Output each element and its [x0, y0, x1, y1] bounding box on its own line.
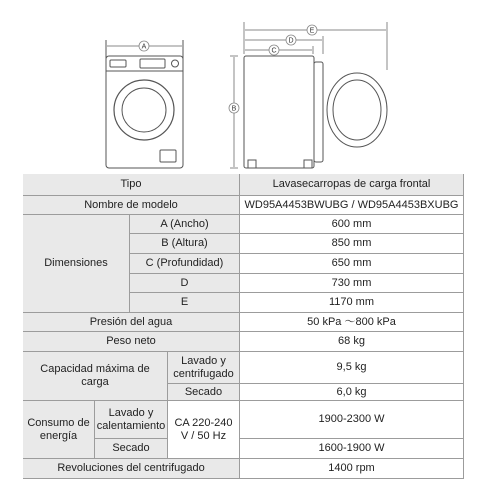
dimension-e-label: E [130, 293, 240, 313]
dimension-e-value: 1170 mm [240, 293, 464, 313]
model-label: Nombre de modelo [23, 196, 240, 215]
power-dry-value: 1600-1900 W [240, 439, 464, 459]
net-weight-value: 68 kg [240, 332, 464, 352]
dimension-c-label: C (Profundidad) [130, 254, 240, 274]
power-wash-value: 1900-2300 W [240, 401, 464, 439]
svg-text:B: B [231, 105, 237, 113]
model-value: WD95A4453BWUBG / WD95A4453BXUBG [240, 196, 464, 215]
spin-label: Revoluciones del centrifugado [23, 459, 240, 479]
capacity-wash-label: Lavado y centrifugado [168, 352, 240, 384]
dimension-c-value: 650 mm [240, 254, 464, 274]
spin-value: 1400 rpm [240, 459, 464, 479]
capacity-label: Capacidad máxima de carga [23, 352, 168, 401]
svg-text:C: C [271, 47, 277, 55]
header-type-value: Lavasecarropas de carga frontal [240, 174, 464, 196]
dimension-d-value: 730 mm [240, 274, 464, 293]
power-voltage: CA 220-240 V / 50 Hz [168, 401, 240, 459]
svg-text:E: E [309, 27, 315, 35]
water-pressure-value: 50 kPa ～800 kPa [240, 313, 464, 332]
svg-text:D: D [288, 37, 294, 45]
capacity-wash-value: 9,5 kg [240, 352, 464, 384]
capacity-dry-value: 6,0 kg [240, 384, 464, 401]
power-label: Consumo de energía [23, 401, 95, 459]
power-wash-label: Lavado y calentamiento [95, 401, 168, 439]
net-weight-label: Peso neto [23, 332, 240, 352]
power-dry-label: Secado [95, 439, 168, 459]
dimension-b-value: 850 mm [240, 234, 464, 254]
header-type-label: Tipo [23, 174, 240, 196]
dimensions-label: Dimensiones [23, 215, 130, 313]
svg-text:A: A [141, 43, 147, 51]
dimension-a-value: 600 mm [240, 215, 464, 234]
dimension-b-label: B (Altura) [130, 234, 240, 254]
dimension-d-label: D [130, 274, 240, 293]
capacity-dry-label: Secado [168, 384, 240, 401]
water-pressure-label: Presión del agua [23, 313, 240, 332]
dimension-a-label: A (Ancho) [130, 215, 240, 234]
